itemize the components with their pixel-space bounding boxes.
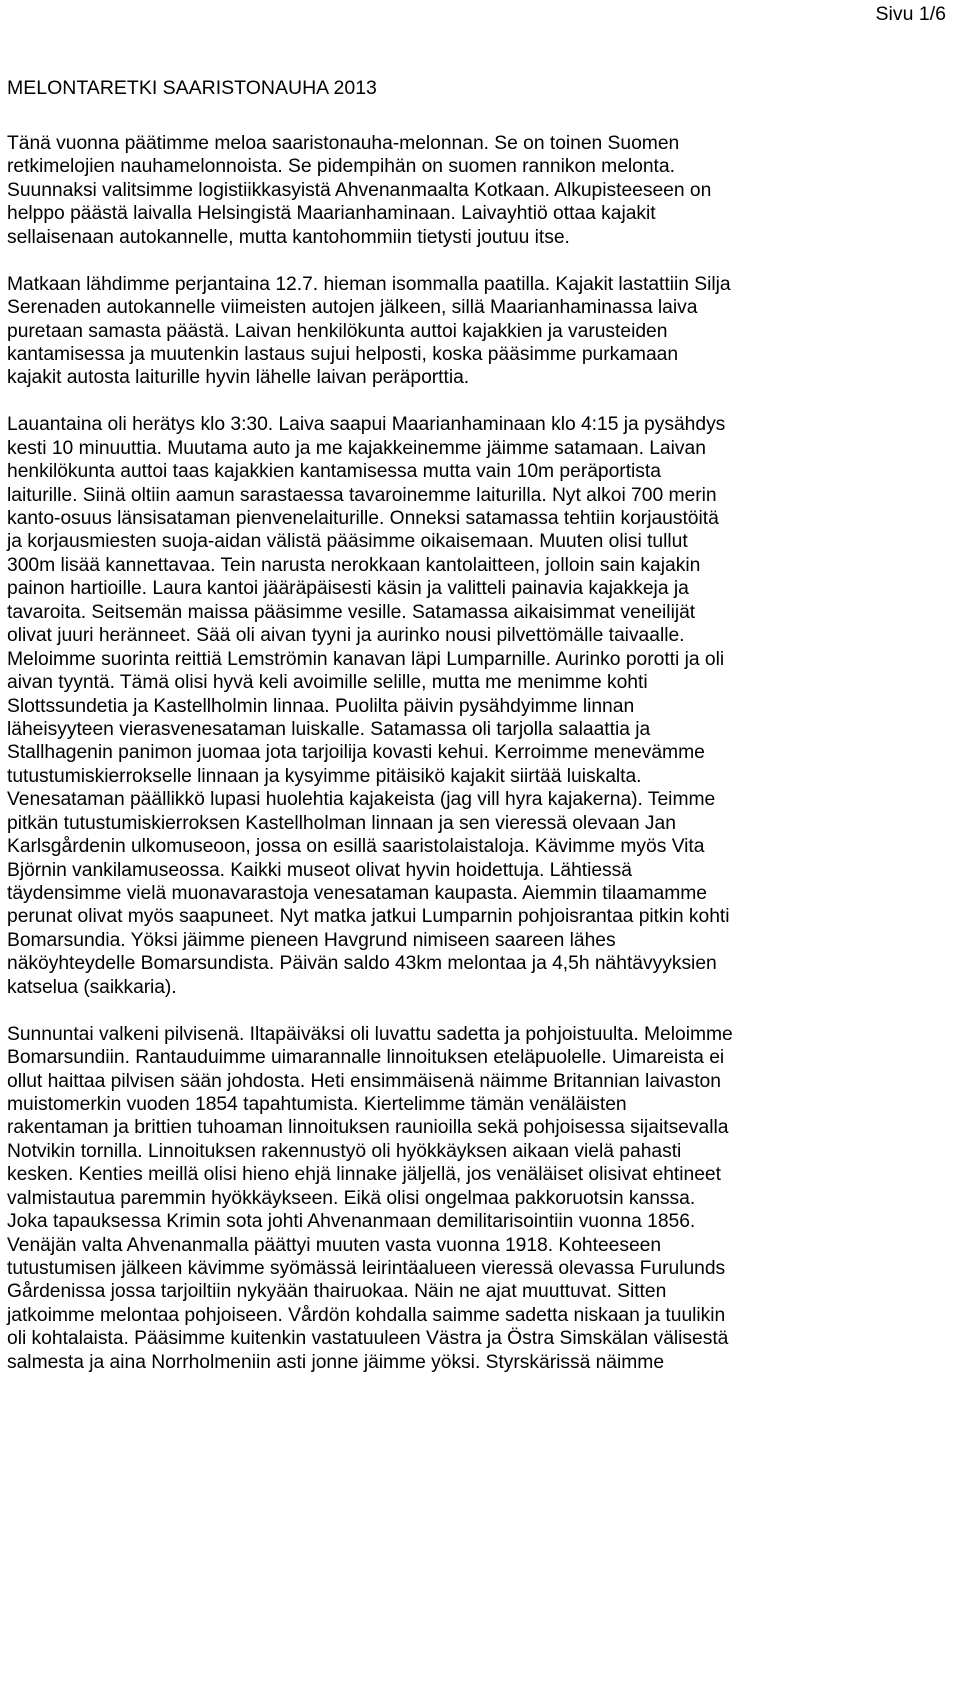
paragraph <box>7 132 957 249</box>
text-line: kanto-osuus länsisataman pienvenelaiturille. Onneksi satamassa tehtiin korjaustöitä <box>7 508 719 529</box>
text-line: Suunnaksi valitsimme logistiikkasyistä Ahvenanmaalta Kotkaan. Alkupisteeseen on <box>7 179 712 201</box>
text-line: ja korjausmiesten suoja-aidan välistä pääsimme oikaisemaan. Muuten olisi tullut <box>7 531 688 553</box>
text-line: 300m lisää kannettavaa. Tein narusta nerokkaan kantolaitteen, jolloin sain kajakin <box>7 554 701 576</box>
text-line: Karlsgårdenin ulkomuseoon, jossa on esillä saaristolaistaloja. Kävimme myös Vita <box>7 836 705 858</box>
text-line: Bomarsundia. Yöksi jäimme pieneen Havgrund nimiseen saareen lähes <box>7 929 616 951</box>
text-line: Venesataman päällikkö lupasi huolehtia kajakeista (jag vill hyra kajakerna). Teimme <box>7 789 716 811</box>
text-line: Sunnuntai valkeni pilvisenä. Iltapäiväksi oli luvattu sadetta ja pohjoistuulta. Meloimme <box>7 1023 733 1045</box>
text-line: kesti 10 minuuttia. Muutama auto ja me kajakkeinemme jäimme satamaan. Laivan <box>7 437 706 459</box>
text-line: Tänä vuonna päätimme meloa saaristonauha-melonnan. Se on toinen Suomen <box>7 133 680 154</box>
text-line: retkimelojien nauhamelonnoista. Se pidempihän on suomen rannikon melonta. <box>7 156 675 178</box>
document-body <box>7 132 957 1398</box>
text-line: Lauantaina oli herätys klo 3:30. Laiva saapui Maarianhaminaan klo 4:15 ja pysähdys <box>7 414 726 436</box>
text-line: katselua (saikkaria). <box>7 976 177 998</box>
text-line: tutustumisen jälkeen kävimme syömässä leirintäalueen vieressä olevassa Furulunds <box>7 1258 726 1279</box>
text-line: Gårdenissa jossa tarjoiltiin nykyään thairuokaa. Näin ne ajat muuttuvat. Sitten <box>7 1281 667 1303</box>
text-line: Venäjän valta Ahvenanmalla päättyi muuten vasta vuonna 1918. Kohteeseen <box>7 1234 662 1256</box>
text-line: laiturille. Siinä oltiin aamun sarastaessa tavaroinemme laiturilla. Nyt alkoi 700 merin <box>7 484 717 506</box>
text-line: valmistautua paremmin hyökkäykseen. Eikä olisi ongelmaa pakkoruotsin kanssa. <box>7 1187 696 1209</box>
text-line: jatkoimme melontaa pohjoiseen. Vårdön kohdalla saimme sadetta niskaan ja tuulikin <box>7 1304 726 1326</box>
text-line: Joka tapauksessa Krimin sota johti Ahvenanmaan demilitarisointiin vuonna 1856. <box>7 1211 696 1233</box>
text-line: Stallhagenin panimon juomaa jota tarjoilija kovasti kehui. Kerroimme menevämme <box>7 742 705 764</box>
text-line: puretaan samasta päästä. Laivan henkilökunta auttoi kajakkien ja varusteiden <box>7 320 668 342</box>
text-line: helppo päästä laivalla Helsingistä Maarianhaminaan. Laivayhtiö ottaa kajakit <box>7 203 656 225</box>
text-line: pitkän tutustumiskierroksen Kastellholman linnaan ja sen vieressä olevaan Jan <box>7 812 676 834</box>
text-line: oli kohtalaista. Pääsimme kuitenkin vastatuuleen Västra ja Östra Simskälan välisestä <box>7 1328 729 1350</box>
paragraph <box>7 273 957 390</box>
text-line: perunat olivat myös saapuneet. Nyt matka jatkui Lumparnin pohjoisrantaa pitkin kohti <box>7 906 730 928</box>
text-line: Bomarsundiin. Rantauduimme uimarannalle linnoituksen eteläpuolelle. Uimareista ei <box>7 1047 725 1069</box>
text-line: Meloimme suorinta reittiä Lemströmin kanavan läpi Lumparnille. Aurinko porotti ja oli <box>7 648 725 670</box>
text-line: läheisyyteen vierasvenesataman luiskalle. Satamassa oli tarjolla salaattia ja <box>7 718 651 740</box>
text-line: kesken. Kenties meillä olisi hieno ehjä linnake jäljellä, jos venäläiset olisivat ehtineet <box>7 1164 721 1186</box>
text-line: aivan tyyntä. Tämä olisi hyvä keli avoimille selille, mutta me menimme kohti <box>7 672 648 694</box>
text-line: ollut haittaa pilvisen sään johdosta. Heti ensimmäisenä näimme Britannian laivaston <box>7 1070 721 1092</box>
text-line: kantamisessa ja muutenkin lastaus sujui helposti, koska pääsimme purkamaan <box>7 343 679 365</box>
page-number: Sivu 1/6 <box>875 3 946 25</box>
document-title: MELONTARETKI SAARISTONAUHA 2013 <box>7 77 377 99</box>
text-line: Björnin vankilamuseossa. Kaikki museot olivat hyvin hoidettuja. Lähtiessä <box>7 859 632 881</box>
text-line: täydensimme vielä muonavarastoja venesataman kaupasta. Aiemmin tilaamamme <box>7 883 707 904</box>
paragraph <box>7 1023 957 1375</box>
text-line: olivat juuri heränneet. Sää oli aivan tyyni ja aurinko nousi pilvettömälle taivaalle. <box>7 625 685 647</box>
text-line: muistomerkin vuoden 1854 tapahtumista. Kiertelimme tämän venäläisten <box>7 1093 627 1115</box>
text-line: kajakit autosta laiturille hyvin lähelle laivan peräporttia. <box>7 367 470 389</box>
text-line: näköyhteydelle Bomarsundista. Päivän saldo 43km melontaa ja 4,5h nähtävyyksien <box>7 953 717 975</box>
text-line: painon hartioille. Laura kantoi jääräpäisesti käsin ja valitteli painavia kajakkeja ja <box>7 578 689 600</box>
text-line: rakentaman ja brittien tuhoaman linnoituksen raunioilla sekä pohjoisessa sijaitsevalla <box>7 1117 729 1139</box>
paragraph <box>7 413 957 999</box>
text-line: tavaroita. Seitsemän maissa pääsimme vesille. Satamassa aikaisimmat veneilijät <box>7 601 696 623</box>
text-line: sellaisenaan autokannelle, mutta kantohommiin tietysti joutuu itse. <box>7 226 570 248</box>
text-line: Matkaan lähdimme perjantaina 12.7. hieman isommalla paatilla. Kajakit lastattiin Silja <box>7 273 731 295</box>
text-line: salmesta ja aina Norrholmeniin asti jonne jäimme yöksi. Styrskärissä näimme <box>7 1351 665 1373</box>
text-line: Serenaden autokannelle viimeisten autojen jälkeen, sillä Maarianhaminassa laiva <box>7 297 698 319</box>
text-line: tutustumiskierrokselle linnaan ja kysyimme pitäisikö kajakit siirtää luiskalta. <box>7 765 642 787</box>
text-line: Notvikin tornilla. Linnoituksen rakennustyö oli hyökkäyksen aikaan vielä pahasti <box>7 1140 682 1162</box>
text-line: Slottssundetia ja Kastellholmin linnaa. Puolilta päivin pysähdyimme linnan <box>7 695 635 717</box>
text-line: henkilökunta auttoi taas kajakkien kantamisessa mutta vain 10m peräportista <box>7 461 661 483</box>
